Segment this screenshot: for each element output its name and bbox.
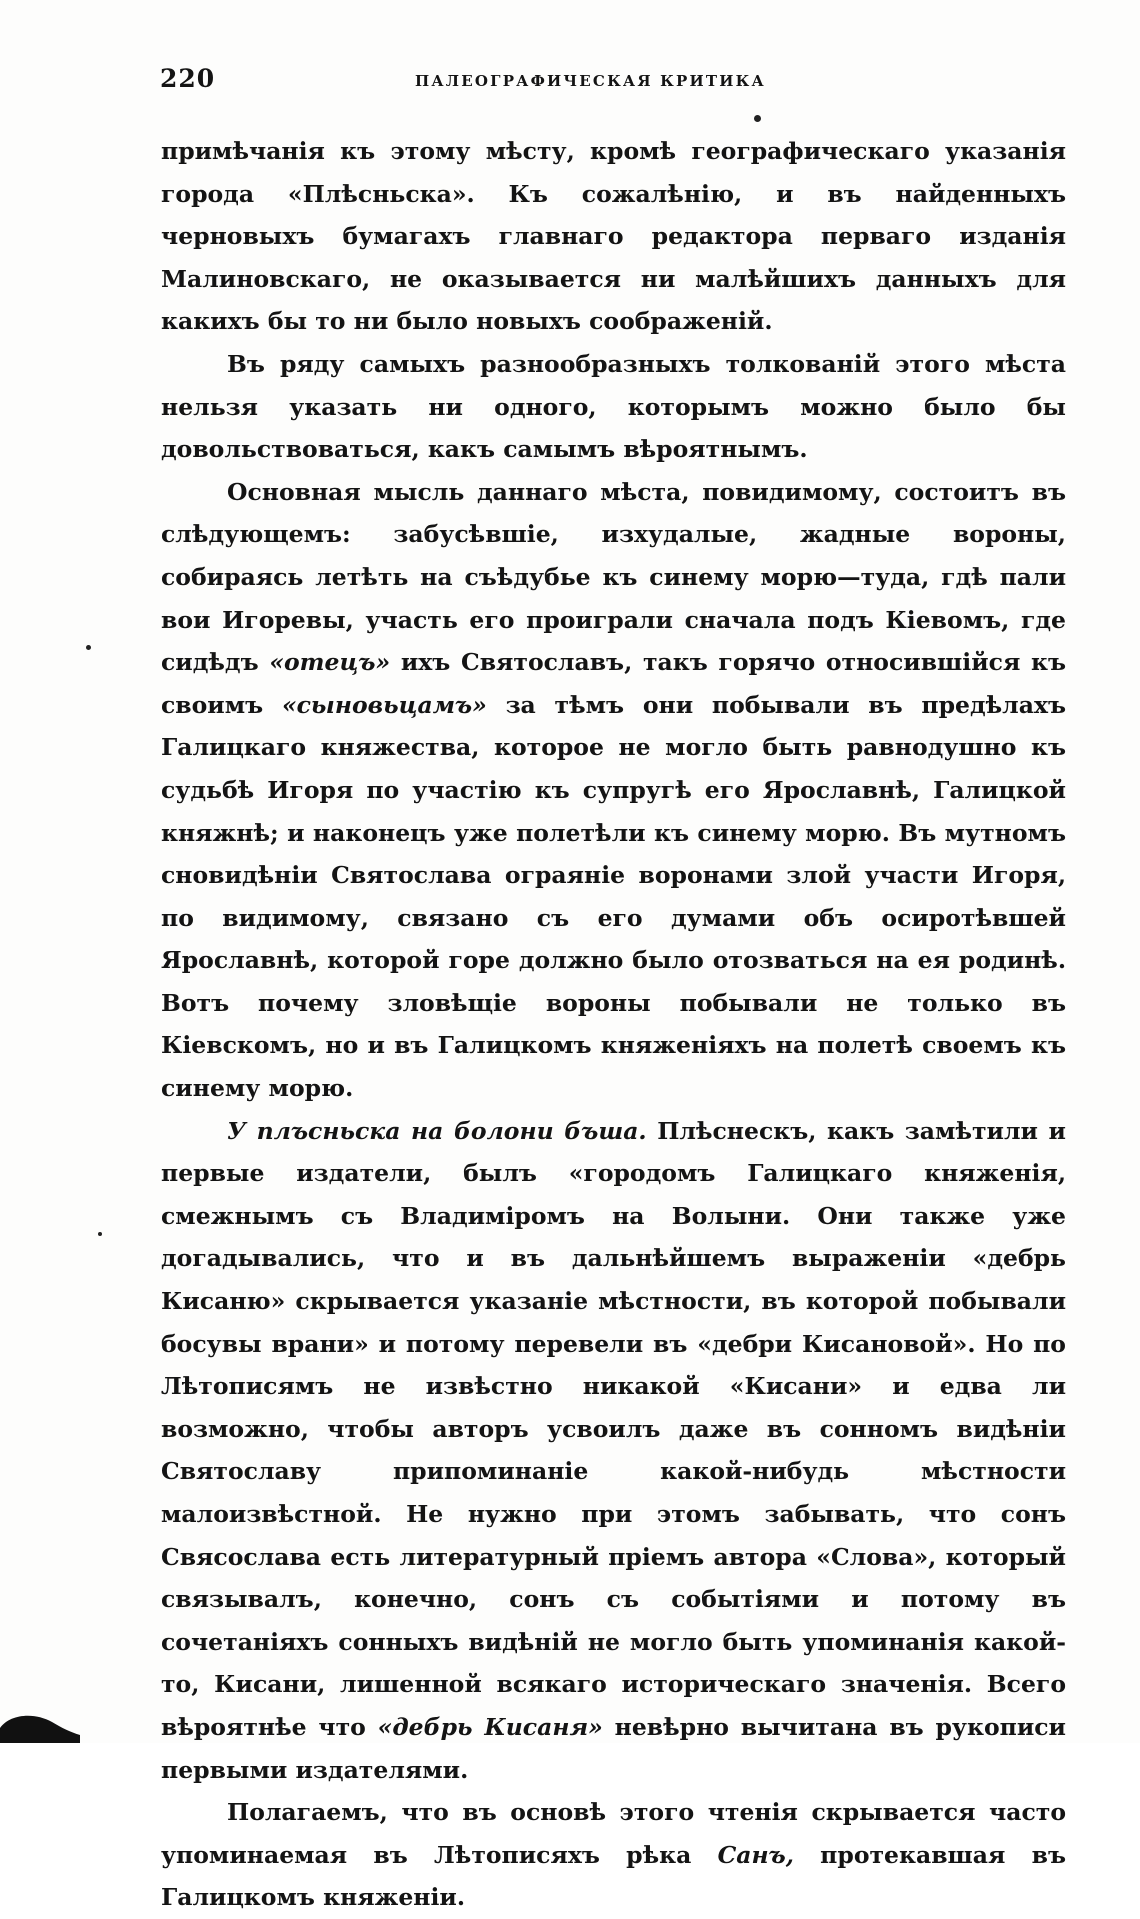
- paragraph-text: ихъ Святославъ, такъ горячо относившійся къ своимъ: [161, 648, 1067, 719]
- paragraph-text: Основная мысль даннаго мѣста, повидимому, состоитъ въ слѣдующемъ: забусѣвшіе, изхудалые, жадные вороны, собираясь летѣть на съѣдубье къ синему морю—туда, гдѣ пали вои Игоревы, участь его проиграли сначала подъ Кіевомъ, где сидѣдъ: [161, 477, 1066, 677]
- body-text: [161, 130, 1066, 1919]
- paragraph-4: [161, 1110, 1066, 1792]
- quoted-term-otets: «отецъ»: [269, 648, 391, 677]
- quoted-line-plesnska: У плъсньска на болони бъша.: [227, 1116, 647, 1145]
- paragraph-5: [161, 1791, 1066, 1919]
- paragraph-2: [161, 343, 1066, 471]
- scan-edge-artifact: [0, 1688, 80, 1743]
- running-head: ПАЛЕОГРАФИЧЕСКАЯ КРИТИКА: [415, 72, 766, 90]
- paragraph-text: Полагаемъ, что въ основѣ этого чтенія скрывается часто упоминаемая въ Лѣтописяхъ рѣка: [161, 1798, 1066, 1869]
- margin-mark: [98, 1232, 102, 1236]
- paragraph-text: Плѣснескъ, какъ замѣтили и первые издатели, былъ «городомъ Галицкаго княженія, смежнымъ съ Владиміромъ на Волыни. Они также уже догадывались, что и въ дальнѣйшемъ выраженіи «дебрь Кисаню» скрывается указаніе мѣстности, въ которой побывали босувы врани» и потому перевели въ «дебри Кисановой». Но по Лѣтописямъ не извѣстно никакой «Кисани» и едва ли возможно, чтобы авторъ усвоилъ даже въ сонномъ видѣніи Святославу припоминаніе какой-нибудь мѣстности малоизвѣстной. Не нужно при этомъ забывать, что сонъ Свясослава есть литературный пріемъ автора «Слова», который связывалъ, конечно, сонъ съ событіями и потому въ сочетаніяхъ сонныхъ видѣній не могло быть упоминанія какой-то, Кисани, лишенной всякаго историческаго значенія. Всего вѣроятнѣе что: [161, 1116, 1066, 1741]
- quoted-term-debr-kisanya: «дебрь Кисаня»: [377, 1712, 603, 1741]
- paragraph-text: Въ ряду самыхъ разнообразныхъ толкованій этого мѣста нельзя указать ни одного, которымъ можно было бы довольствоваться, какъ самымъ вѣроятнымъ.: [161, 349, 1066, 464]
- ink-speck: [754, 115, 761, 122]
- margin-mark: [86, 645, 91, 650]
- page-number: 220: [160, 64, 216, 93]
- river-name-san: Санъ,: [717, 1840, 794, 1869]
- paragraph-text: за тѣмъ они побывали въ предѣлахъ Галицкаго княжества, которое не могло быть равнодушно къ судьбѣ Игоря по участію къ супругѣ его Ярославнѣ, Галицкой княжнѣ; и наконецъ уже полетѣли къ синему морю. Въ мутномъ сновидѣніи Святослава ограяніе воронами злой участи Игоря, по видимому, связано съ его думами объ осиротѣвшей Ярославнѣ, которой горе должно было отозваться на ея родинѣ. Вотъ почему зловѣщіе вороны побывали не только въ Кіевскомъ, но и въ Галицкомъ княженіяхъ на полетѣ своемъ къ синему морю.: [161, 690, 1066, 1103]
- paragraph-3: [161, 471, 1066, 1110]
- paragraph-1: [161, 130, 1066, 343]
- paragraph-text: примѣчанія къ этому мѣсту, кромѣ географическаго указанія города «Плѣсньска». Къ сожалѣнію, и въ найденныхъ черновыхъ бумагахъ главнаго редактора перваго изданія Малиновскаго, не оказывается ни малѣйшихъ данныхъ для какихъ бы то ни было новыхъ соображеній.: [161, 137, 1066, 336]
- quoted-term-synovtsam: «сыновьцамъ»: [281, 690, 487, 719]
- paragraph-text: невѣрно вычитана въ рукописи первыми издателями.: [161, 1712, 1066, 1784]
- page-header: [160, 64, 1060, 104]
- paragraph-text: протекавшая въ Галицкомъ княженіи.: [161, 1840, 1066, 1912]
